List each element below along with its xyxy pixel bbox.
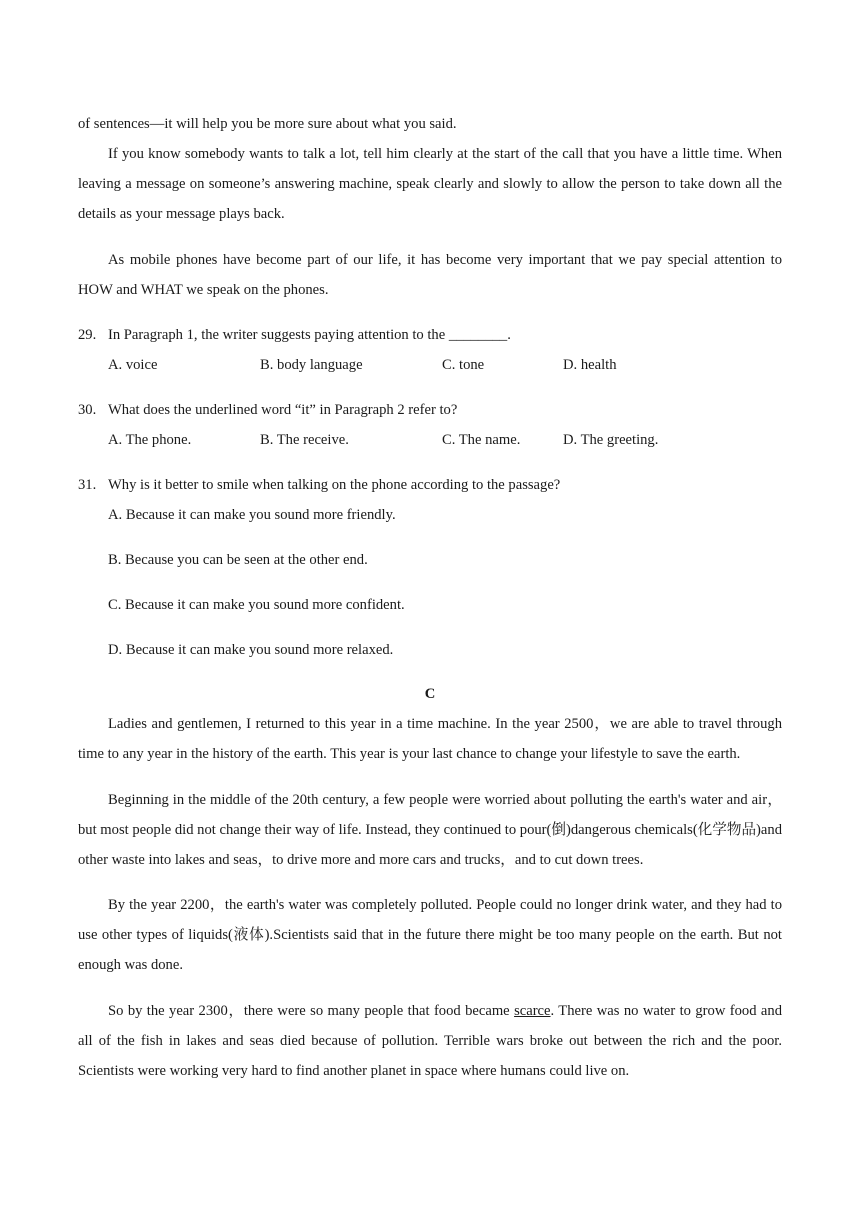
question-number: 30.	[78, 402, 97, 418]
question-number: 31.	[78, 477, 97, 493]
paragraph-c-1: Ladies and gentlemen, I returned to this year in a time machine. In the year 2500，we are able to travel through time to any year in the history of the earth. This year is your last chance to change your lifestyle to save the earth.	[78, 716, 782, 762]
option-31-a: A. Because it can make you sound more friendly.	[108, 507, 396, 523]
option-29-a: A. voice	[108, 357, 158, 373]
option-29-d: D. health	[563, 357, 617, 373]
question-stem: Why is it better to smile when talking on the phone according to the passage?	[108, 477, 561, 493]
option-31-d: D. Because it can make you sound more relaxed.	[108, 642, 394, 658]
paragraph-c-4	[78, 996, 782, 1086]
option-31-c: C. Because it can make you sound more confident.	[108, 597, 405, 613]
paragraph-continued: of sentences—it will help you be more sure about what you said.	[78, 116, 457, 132]
option-30-c: C. The name.	[442, 432, 521, 448]
section-heading-c: C	[424, 686, 436, 702]
paragraph-text: . There was no water to grow food and all of the fish in lakes and seas died because of pollution. Terrible wars broke out between the rich and the poor. Scientists were working very hard to find another planet in space where humans could live on.	[78, 1003, 782, 1079]
option-30-a: A. The phone.	[108, 432, 192, 448]
question-number: 29.	[78, 327, 97, 343]
option-29-c: C. tone	[442, 357, 485, 373]
question-30	[78, 395, 782, 425]
paragraph-text: So by the year 2300，there were so many people that food became	[108, 1003, 515, 1019]
option-30-b: B. The receive.	[260, 432, 349, 448]
paragraph-call-advice: If you know somebody wants to talk a lot, tell him clearly at the start of the call that you have a little time. When leaving a message on someone’s answering machine, speak clearly and slowly to allow the person to take down all the details as your message plays back.	[78, 146, 782, 222]
paragraph-mobile-phones: As mobile phones have become part of our life, it has become very important that we pay special attention to HOW and WHAT we speak on the phones.	[78, 252, 782, 298]
option-29-b: B. body language	[260, 357, 363, 373]
question-29	[78, 320, 782, 350]
question-31	[78, 470, 782, 500]
option-30-d: D. The greeting.	[563, 432, 659, 448]
paragraph-c-2: Beginning in the middle of the 20th century, a few people were worried about polluting the earth's water and air，but most people did not change their way of life. Instead, they continued to pour(倒)dangerous chemicals(化学物品)and other waste into lakes and seas，to drive more and more cars and trucks，and to cut down trees.	[78, 792, 782, 868]
option-31-b: B. Because you can be seen at the other end.	[108, 552, 368, 568]
paragraph-c-3: By the year 2200，the earth's water was completely polluted. People could no longer drink water, and they had to use other types of liquids(液体).Scientists said that in the future there might be too many people on the earth. But not enough was done.	[78, 897, 782, 973]
question-stem: What does the underlined word “it” in Paragraph 2 refer to?	[108, 402, 458, 418]
question-stem: In Paragraph 1, the writer suggests paying attention to the ________.	[108, 327, 511, 343]
underlined-word-scarce: scarce	[514, 1003, 551, 1019]
